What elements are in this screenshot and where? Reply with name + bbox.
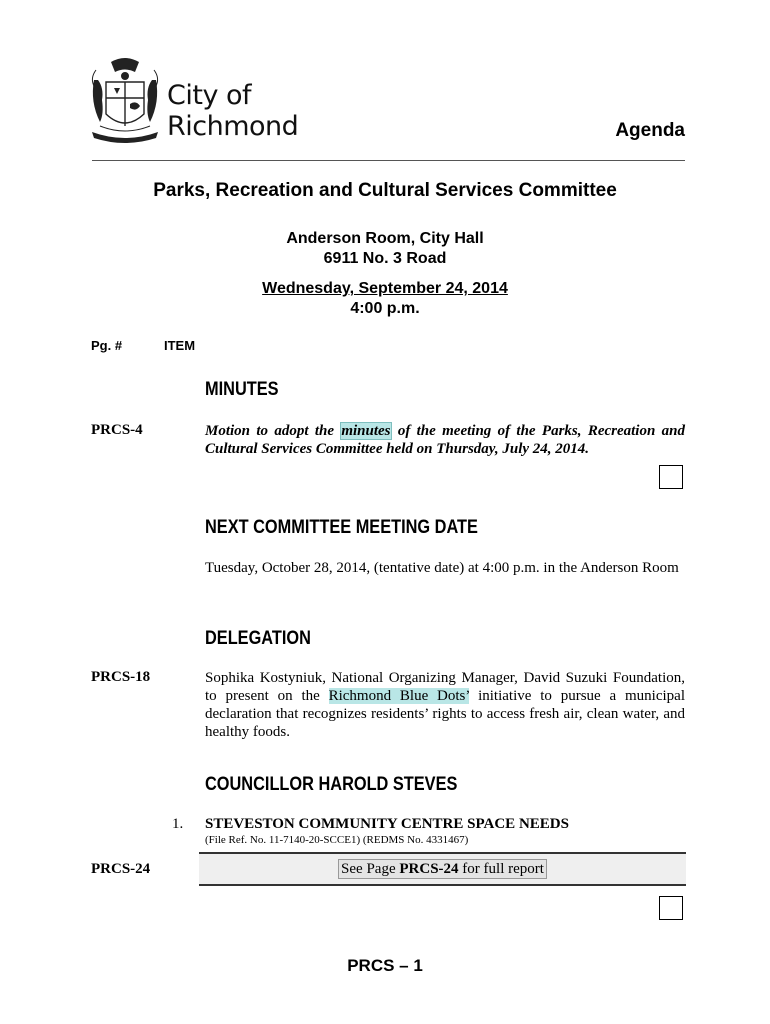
meeting-datetime — [0, 279, 770, 319]
column-header-item: ITEM — [164, 338, 196, 353]
header-divider — [92, 160, 685, 161]
delegation-text — [205, 669, 685, 741]
city-line2: Richmond — [167, 111, 299, 142]
minutes-motion-text — [205, 422, 685, 458]
delegation-text-before: Sophika Kostyniuk, National Organizing Manager, David Suzuki Foundation, to present on the — [205, 670, 685, 704]
meeting-location — [0, 229, 770, 269]
page-footer: PRCS – 1 — [347, 956, 423, 975]
full-report-bar — [199, 852, 686, 886]
meeting-time: 4:00 p.m. — [350, 300, 420, 317]
section-heading-councillor: COUNCILLOR HAROLD STEVES — [205, 774, 458, 795]
meeting-date: Wednesday, September 24, 2014 — [262, 280, 508, 297]
meeting-address: 6911 No. 3 Road — [323, 250, 447, 267]
column-header-page: Pg. # — [91, 338, 123, 353]
committee-title: Parks, Recreation and Cultural Services Committee — [153, 180, 617, 201]
page-ref-councillor: PRCS-24 — [91, 861, 151, 877]
councillor-item-checkbox[interactable] — [659, 896, 683, 920]
minutes-text-after: of the meeting of the Parks, Recreation and Cultural Services Committee held on Thursday, July 24, 2014. — [205, 423, 685, 457]
meeting-room: Anderson Room, City Hall — [286, 230, 484, 247]
full-report-link[interactable] — [338, 859, 547, 879]
section-heading-minutes: MINUTES — [205, 379, 279, 400]
page-ref-delegation: PRCS-18 — [91, 669, 151, 685]
item-number: 1. — [172, 816, 184, 832]
next-meeting-text: Tuesday, October 28, 2014, (tentative date) at 4:00 p.m. in the Anderson Room — [205, 560, 679, 576]
delegation-text-after: initiative to pursue a municipal declaration that recognizes residents’ rights to access fresh air, clean water, and healthy foods. — [205, 688, 686, 740]
full-report-text — [199, 854, 686, 884]
city-crest-logo — [86, 52, 164, 148]
full-report-before: See Page — [341, 861, 400, 877]
city-line1: City of — [167, 80, 252, 111]
item-title: STEVESTON COMMUNITY CENTRE SPACE NEEDS — [205, 816, 569, 832]
delegation-link[interactable]: Richmond Blue Dots’ — [328, 688, 470, 704]
city-name — [167, 80, 298, 142]
section-heading-delegation: DELEGATION — [205, 628, 311, 649]
doc-type-title: Agenda — [615, 120, 685, 141]
section-heading-next-meeting: NEXT COMMITTEE MEETING DATE — [205, 517, 478, 538]
minutes-checkbox[interactable] — [659, 465, 683, 489]
full-report-after: for full report — [458, 861, 544, 877]
minutes-text-before: Motion to adopt the — [205, 423, 341, 439]
page-ref-minutes: PRCS-4 — [91, 422, 143, 438]
item-file-ref: (File Ref. No. 11-7140-20-SCCE1) (REDMS No. 4331467) — [205, 834, 469, 846]
full-report-page: PRCS-24 — [399, 861, 459, 877]
minutes-link[interactable]: minutes — [341, 423, 391, 439]
